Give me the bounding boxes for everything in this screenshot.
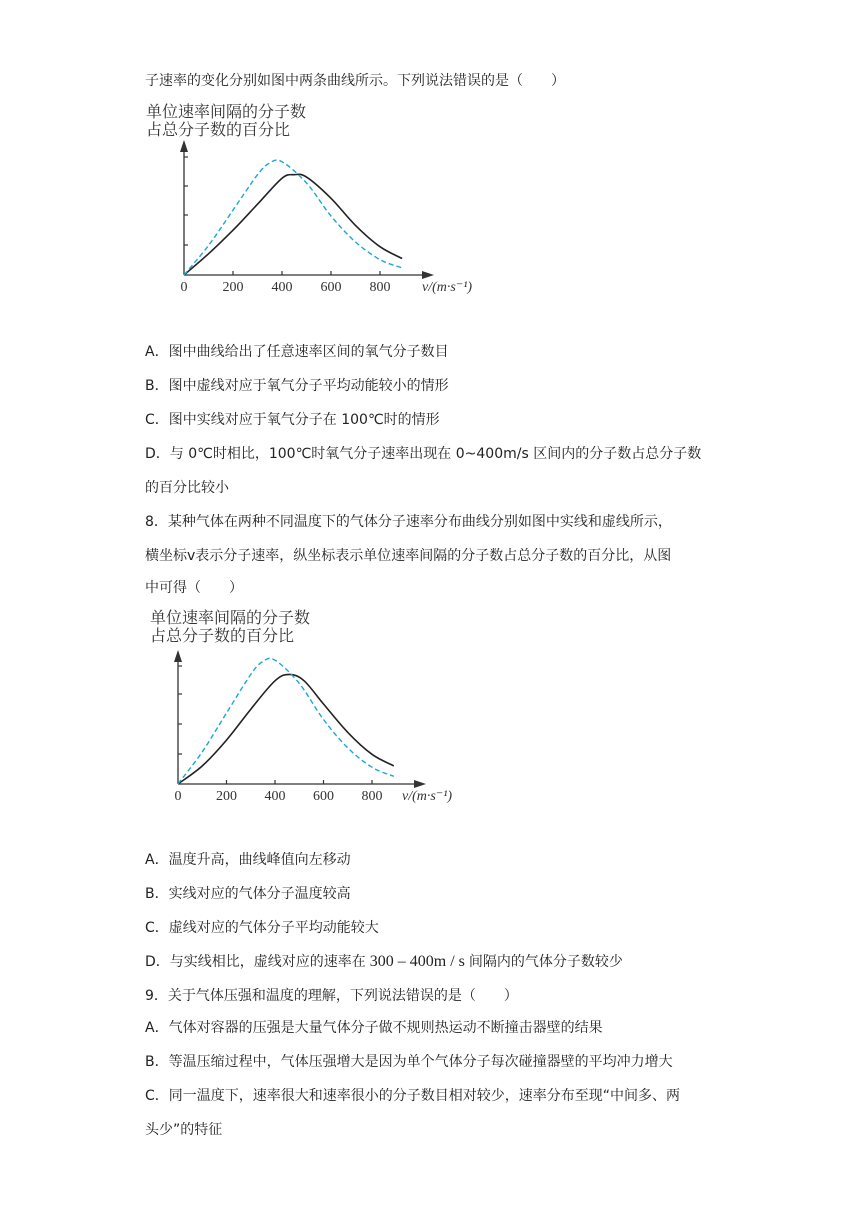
- q8-option-d-formula: 300 – 400m / s: [369, 953, 465, 970]
- chart-1-xlabel: v/(m·s⁻¹): [422, 280, 473, 295]
- chart-2-x-tick-label: 200: [216, 789, 237, 804]
- chart-2-ylabel-line2: 占总分子数的百分比: [150, 628, 295, 645]
- chart-2-x-tick-label: 400: [264, 789, 286, 804]
- chart-1-x-tick-label: 800: [369, 280, 391, 295]
- q9-option-c-line2: 头少”的特征: [145, 1122, 223, 1138]
- chart-2-solid-curve: [178, 674, 394, 784]
- chart-1-x-arrow: [422, 271, 434, 279]
- chart-1-x-tick-label: 600: [320, 280, 342, 295]
- chart-2-x-tick-label: 600: [313, 789, 334, 804]
- chart-1-y-arrow: [180, 140, 188, 152]
- q8-stem-line1: 8．某种气体在两种不同温度下的气体分子速率分布曲线分别如图中实线和虚线所示，: [145, 514, 672, 530]
- chart-2-y-arrow: [174, 650, 182, 662]
- chart-1-dashed-curve: [184, 160, 402, 275]
- intro-line: 子速率的变化分别如图中两条曲线所示。下列说法错误的是（ ）: [145, 73, 565, 89]
- chart-2-dashed-curve: [178, 658, 394, 784]
- chart-2-svg: [140, 606, 470, 812]
- q8-stem-line2: 横坐标v表示分子速率，纵坐标表示单位速率间隔的分子数占总分子数的百分比，从图: [145, 548, 672, 564]
- chart-2: [140, 606, 470, 812]
- chart-1-solid-curve: [184, 174, 402, 275]
- q7-option-d-line1: D．与 0℃时相比，100℃时氧气分子速率出现在 0~400m/s 区间内的分子数占总分子数: [145, 446, 702, 462]
- q8-option-d-suffix: 间隔内的气体分子数较少: [468, 954, 623, 970]
- q8-option-d-prefix: D．与实线相比，虚线对应的速率在: [145, 954, 366, 970]
- q9-option-b: B．等温压缩过程中，气体压强增大是因为单个气体分子每次碰撞器壁的平均冲力增大: [145, 1054, 673, 1070]
- chart-2-x-tick-label: 0: [174, 789, 182, 804]
- chart-1-axes: [184, 142, 430, 275]
- q7-option-d-line2: 的百分比较小: [145, 480, 229, 496]
- chart-2-xlabel: v/(m·s⁻¹): [402, 789, 453, 804]
- chart-1-ylabel-line2: 占总分子数的百分比: [146, 122, 291, 139]
- q8-option-a: A．温度升高，曲线峰值向左移动: [145, 852, 351, 868]
- chart-2-x-tick-label: 800: [361, 789, 383, 804]
- q8-stem-line3: 中可得（ ）: [145, 580, 243, 596]
- chart-1-svg: [140, 100, 480, 310]
- chart-1-x-tick-label: 200: [222, 280, 244, 295]
- q9-option-c-line1: C．同一温度下，速率很大和速率很小的分子数目相对较少，速率分布至现“中间多、两: [145, 1088, 681, 1104]
- q8-option-d: [145, 952, 623, 972]
- q8-option-b: B．实线对应的气体分子温度较高: [145, 886, 351, 902]
- q9-stem: 9．关于气体压强和温度的理解，下列说法错误的是（ ）: [145, 988, 518, 1004]
- q7-option-c: C．图中实线对应于氧气分子在 100℃时的情形: [145, 412, 440, 428]
- chart-1-ylabel-line1: 单位速率间隔的分子数: [146, 104, 307, 121]
- q7-option-b: B．图中虚线对应于氧气分子平均动能较小的情形: [145, 378, 449, 394]
- q9-option-a: A．气体对容器的压强是大量气体分子做不规则热运动不断撞击器壁的结果: [145, 1020, 603, 1036]
- chart-1: [140, 100, 480, 310]
- chart-2-x-arrow: [414, 780, 426, 788]
- chart-2-axes: [178, 652, 422, 784]
- chart-1-x-tick-label: 400: [271, 280, 293, 295]
- chart-1-x-tick-label: 0: [180, 280, 188, 295]
- q8-option-c: C．虚线对应的气体分子平均动能较大: [145, 920, 379, 936]
- q7-option-a: A．图中曲线给出了任意速率区间的氧气分子数目: [145, 344, 449, 360]
- chart-2-ylabel-line1: 单位速率间隔的分子数: [150, 610, 311, 627]
